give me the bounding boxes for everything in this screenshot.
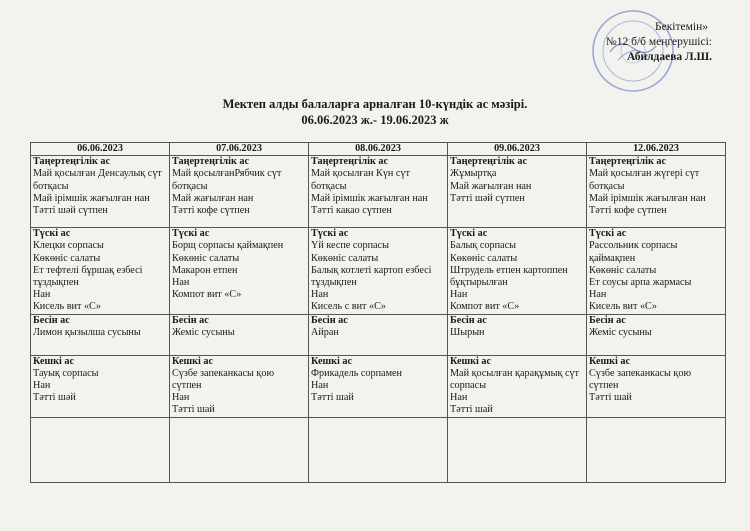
meal-cell bbox=[31, 314, 170, 355]
menu-item: Көкөніс салаты bbox=[311, 252, 379, 264]
meal-heading: Түскі ас bbox=[172, 228, 210, 240]
menu-item: Көкөніс салаты bbox=[33, 252, 101, 264]
meal-cell bbox=[448, 228, 587, 314]
table-row bbox=[31, 355, 726, 417]
meal-heading: Түскі ас bbox=[450, 228, 488, 240]
meal-cell bbox=[31, 355, 170, 417]
meal-heading: Кешкі ас bbox=[450, 355, 491, 367]
menu-item: Нан bbox=[33, 289, 51, 301]
meal-cell bbox=[587, 417, 726, 482]
menu-item: Компот вит «С» bbox=[450, 301, 520, 313]
meal-cell bbox=[587, 314, 726, 355]
menu-item: Нан bbox=[33, 380, 51, 392]
meal-cell bbox=[309, 417, 448, 482]
menu-item: Кисель с вит «С» bbox=[311, 301, 387, 313]
menu-item: Лимон қызылша сусыны bbox=[33, 326, 141, 338]
menu-item: Тәтті шәй bbox=[33, 392, 76, 404]
menu-item: Тәтті шай bbox=[172, 404, 215, 416]
meal-heading: Бесін ас bbox=[450, 314, 487, 326]
menu-item: Жеміс сусыны bbox=[589, 326, 652, 338]
date-header: 06.06.2023 bbox=[31, 143, 170, 156]
meal-cell bbox=[448, 314, 587, 355]
meal-heading: Кешкі ас bbox=[311, 355, 352, 367]
menu-item: Клецки сорпасы bbox=[33, 240, 104, 252]
meal-cell bbox=[448, 355, 587, 417]
menu-item: Нан bbox=[311, 380, 329, 392]
meal-heading: Кешкі ас bbox=[33, 355, 74, 367]
meal-heading: Таңертеңгілік ас bbox=[589, 156, 666, 168]
meal-cell bbox=[309, 355, 448, 417]
menu-item: Балық сорпасы bbox=[450, 240, 516, 252]
meal-cell bbox=[309, 228, 448, 314]
menu-item: Нан bbox=[450, 392, 468, 404]
menu-item: Сүзбе запеканкасы қою сүтпен bbox=[589, 367, 692, 392]
table-header-row bbox=[31, 143, 726, 156]
meal-cell bbox=[170, 156, 309, 228]
menu-item: Нан bbox=[589, 289, 607, 301]
meal-heading: Бесін ас bbox=[172, 314, 209, 326]
menu-item: Тәтті кофе сүтпен bbox=[589, 205, 667, 217]
menu-item: Тәтті шай bbox=[589, 392, 632, 404]
meal-cell bbox=[170, 314, 309, 355]
menu-item: Ет соусы арпа жармасы bbox=[589, 277, 692, 289]
meal-cell bbox=[587, 156, 726, 228]
meal-heading: Түскі ас bbox=[589, 228, 627, 240]
meal-cell bbox=[587, 355, 726, 417]
menu-item: Май қосылған Денсаулық сүт ботқасы bbox=[33, 168, 162, 192]
meal-heading: Таңертеңгілік ас bbox=[450, 156, 527, 168]
menu-item: Сүзбе запеканкасы қою сүтпен bbox=[172, 367, 275, 392]
meal-cell bbox=[448, 156, 587, 228]
date-header: 09.06.2023 bbox=[448, 143, 587, 156]
meal-heading: Кешкі ас bbox=[172, 355, 213, 367]
meal-heading: Таңертеңгілік ас bbox=[311, 156, 388, 168]
menu-item: Көкөніс салаты bbox=[589, 264, 657, 276]
menu-item: Тәтті какао сүтпен bbox=[311, 205, 392, 217]
date-header: 08.06.2023 bbox=[309, 143, 448, 156]
meal-cell bbox=[448, 417, 587, 482]
approval-block bbox=[606, 20, 712, 65]
date-header: 07.06.2023 bbox=[170, 143, 309, 156]
menu-item: Тәтті шәй сүтпен bbox=[33, 205, 108, 217]
menu-item: Тәтті шәй сүтпен bbox=[450, 192, 525, 204]
menu-item: Май жағылған нан bbox=[172, 192, 254, 204]
menu-item: Нан bbox=[172, 392, 190, 404]
menu-item: Борщ сорпасы қаймақпен bbox=[172, 240, 284, 252]
menu-item: Фрикадель сорпамен bbox=[311, 367, 402, 379]
menu-item: Макарон етпен bbox=[172, 264, 238, 276]
approval-line-3: Абилдаева Л.Ш. bbox=[626, 51, 712, 63]
menu-item: Шырын bbox=[450, 326, 485, 338]
menu-item: Кисель вит «С» bbox=[33, 301, 101, 313]
meal-heading: Түскі ас bbox=[33, 228, 71, 240]
menu-item: Май ірімшік жағылған нан bbox=[589, 192, 706, 204]
approval-line-1: Бекітемін» bbox=[655, 21, 708, 33]
menu-table bbox=[30, 142, 726, 483]
menu-item: Нан bbox=[172, 277, 190, 289]
menu-item: Май жағылған нан bbox=[450, 180, 532, 192]
menu-item: Айран bbox=[311, 326, 339, 338]
menu-item: Көкөніс салаты bbox=[172, 252, 240, 264]
document-date-range: 06.06.2023 ж.- 19.06.2023 ж bbox=[301, 113, 449, 127]
menu-item: Май қосылғанРябчик сүт ботқасы bbox=[172, 168, 282, 192]
meal-heading: Кешкі ас bbox=[589, 355, 630, 367]
meal-heading: Таңертеңгілік ас bbox=[33, 156, 110, 168]
menu-item: Тәтті шай bbox=[450, 404, 493, 416]
meal-cell bbox=[31, 228, 170, 314]
menu-item: Тәтті шай bbox=[311, 392, 354, 404]
meal-heading: Бесін ас bbox=[33, 314, 70, 326]
meal-cell bbox=[31, 417, 170, 482]
table-row bbox=[31, 156, 726, 228]
menu-item: Көкөніс салаты bbox=[450, 252, 518, 264]
meal-cell bbox=[170, 417, 309, 482]
menu-item: Жеміс сусыны bbox=[172, 326, 235, 338]
menu-item: Май қосылған қарақұмық сүт сорпасы bbox=[450, 367, 580, 392]
meal-heading: Бесін ас bbox=[589, 314, 626, 326]
menu-item: Май ірімшік жағылған нан bbox=[311, 192, 428, 204]
document-title: Мектеп алды балаларға арналған 10-күндік ас мәзірі. bbox=[222, 97, 528, 111]
menu-item: Май ірімшік жағылған нан bbox=[33, 192, 150, 204]
table-row-empty bbox=[31, 417, 726, 482]
menu-item: Тәтті кофе сүтпен bbox=[172, 205, 250, 217]
table-row bbox=[31, 228, 726, 314]
meal-cell bbox=[309, 314, 448, 355]
menu-item: Жұмыртқа bbox=[450, 168, 497, 180]
menu-item: Нан bbox=[450, 289, 468, 301]
menu-item: Штрудель етпен картоппен бұқтырылған bbox=[450, 264, 568, 289]
meal-cell bbox=[170, 355, 309, 417]
menu-item: Май қосылған жүгері сүт ботқасы bbox=[589, 168, 700, 192]
menu-item: Ет тефтелі бұршақ езбесі тұздықпен bbox=[33, 264, 143, 289]
meal-heading: Түскі ас bbox=[311, 228, 349, 240]
meal-cell bbox=[170, 228, 309, 314]
menu-item: Үй кеспе сорпасы bbox=[311, 240, 389, 252]
meal-heading: Таңертеңгілік ас bbox=[172, 156, 249, 168]
meal-cell bbox=[31, 156, 170, 228]
menu-item: Кисель вит «С» bbox=[589, 301, 657, 313]
approval-line-2: №12 б/б меңгерушісі: bbox=[605, 36, 712, 48]
menu-item: Нан bbox=[311, 289, 329, 301]
menu-item: Компот вит «С» bbox=[172, 289, 242, 301]
meal-cell bbox=[587, 228, 726, 314]
menu-item: Тауық сорпасы bbox=[33, 367, 99, 379]
meal-cell bbox=[309, 156, 448, 228]
menu-item: Балық котлеті картоп езбесі тұздықпен bbox=[311, 264, 432, 289]
table-row bbox=[31, 314, 726, 355]
date-header: 12.06.2023 bbox=[587, 143, 726, 156]
menu-item: Май қосылған Күн сүт ботқасы bbox=[311, 168, 410, 192]
menu-item: Рассольник сорпасы қаймақпен bbox=[589, 240, 678, 264]
meal-heading: Бесін ас bbox=[311, 314, 348, 326]
